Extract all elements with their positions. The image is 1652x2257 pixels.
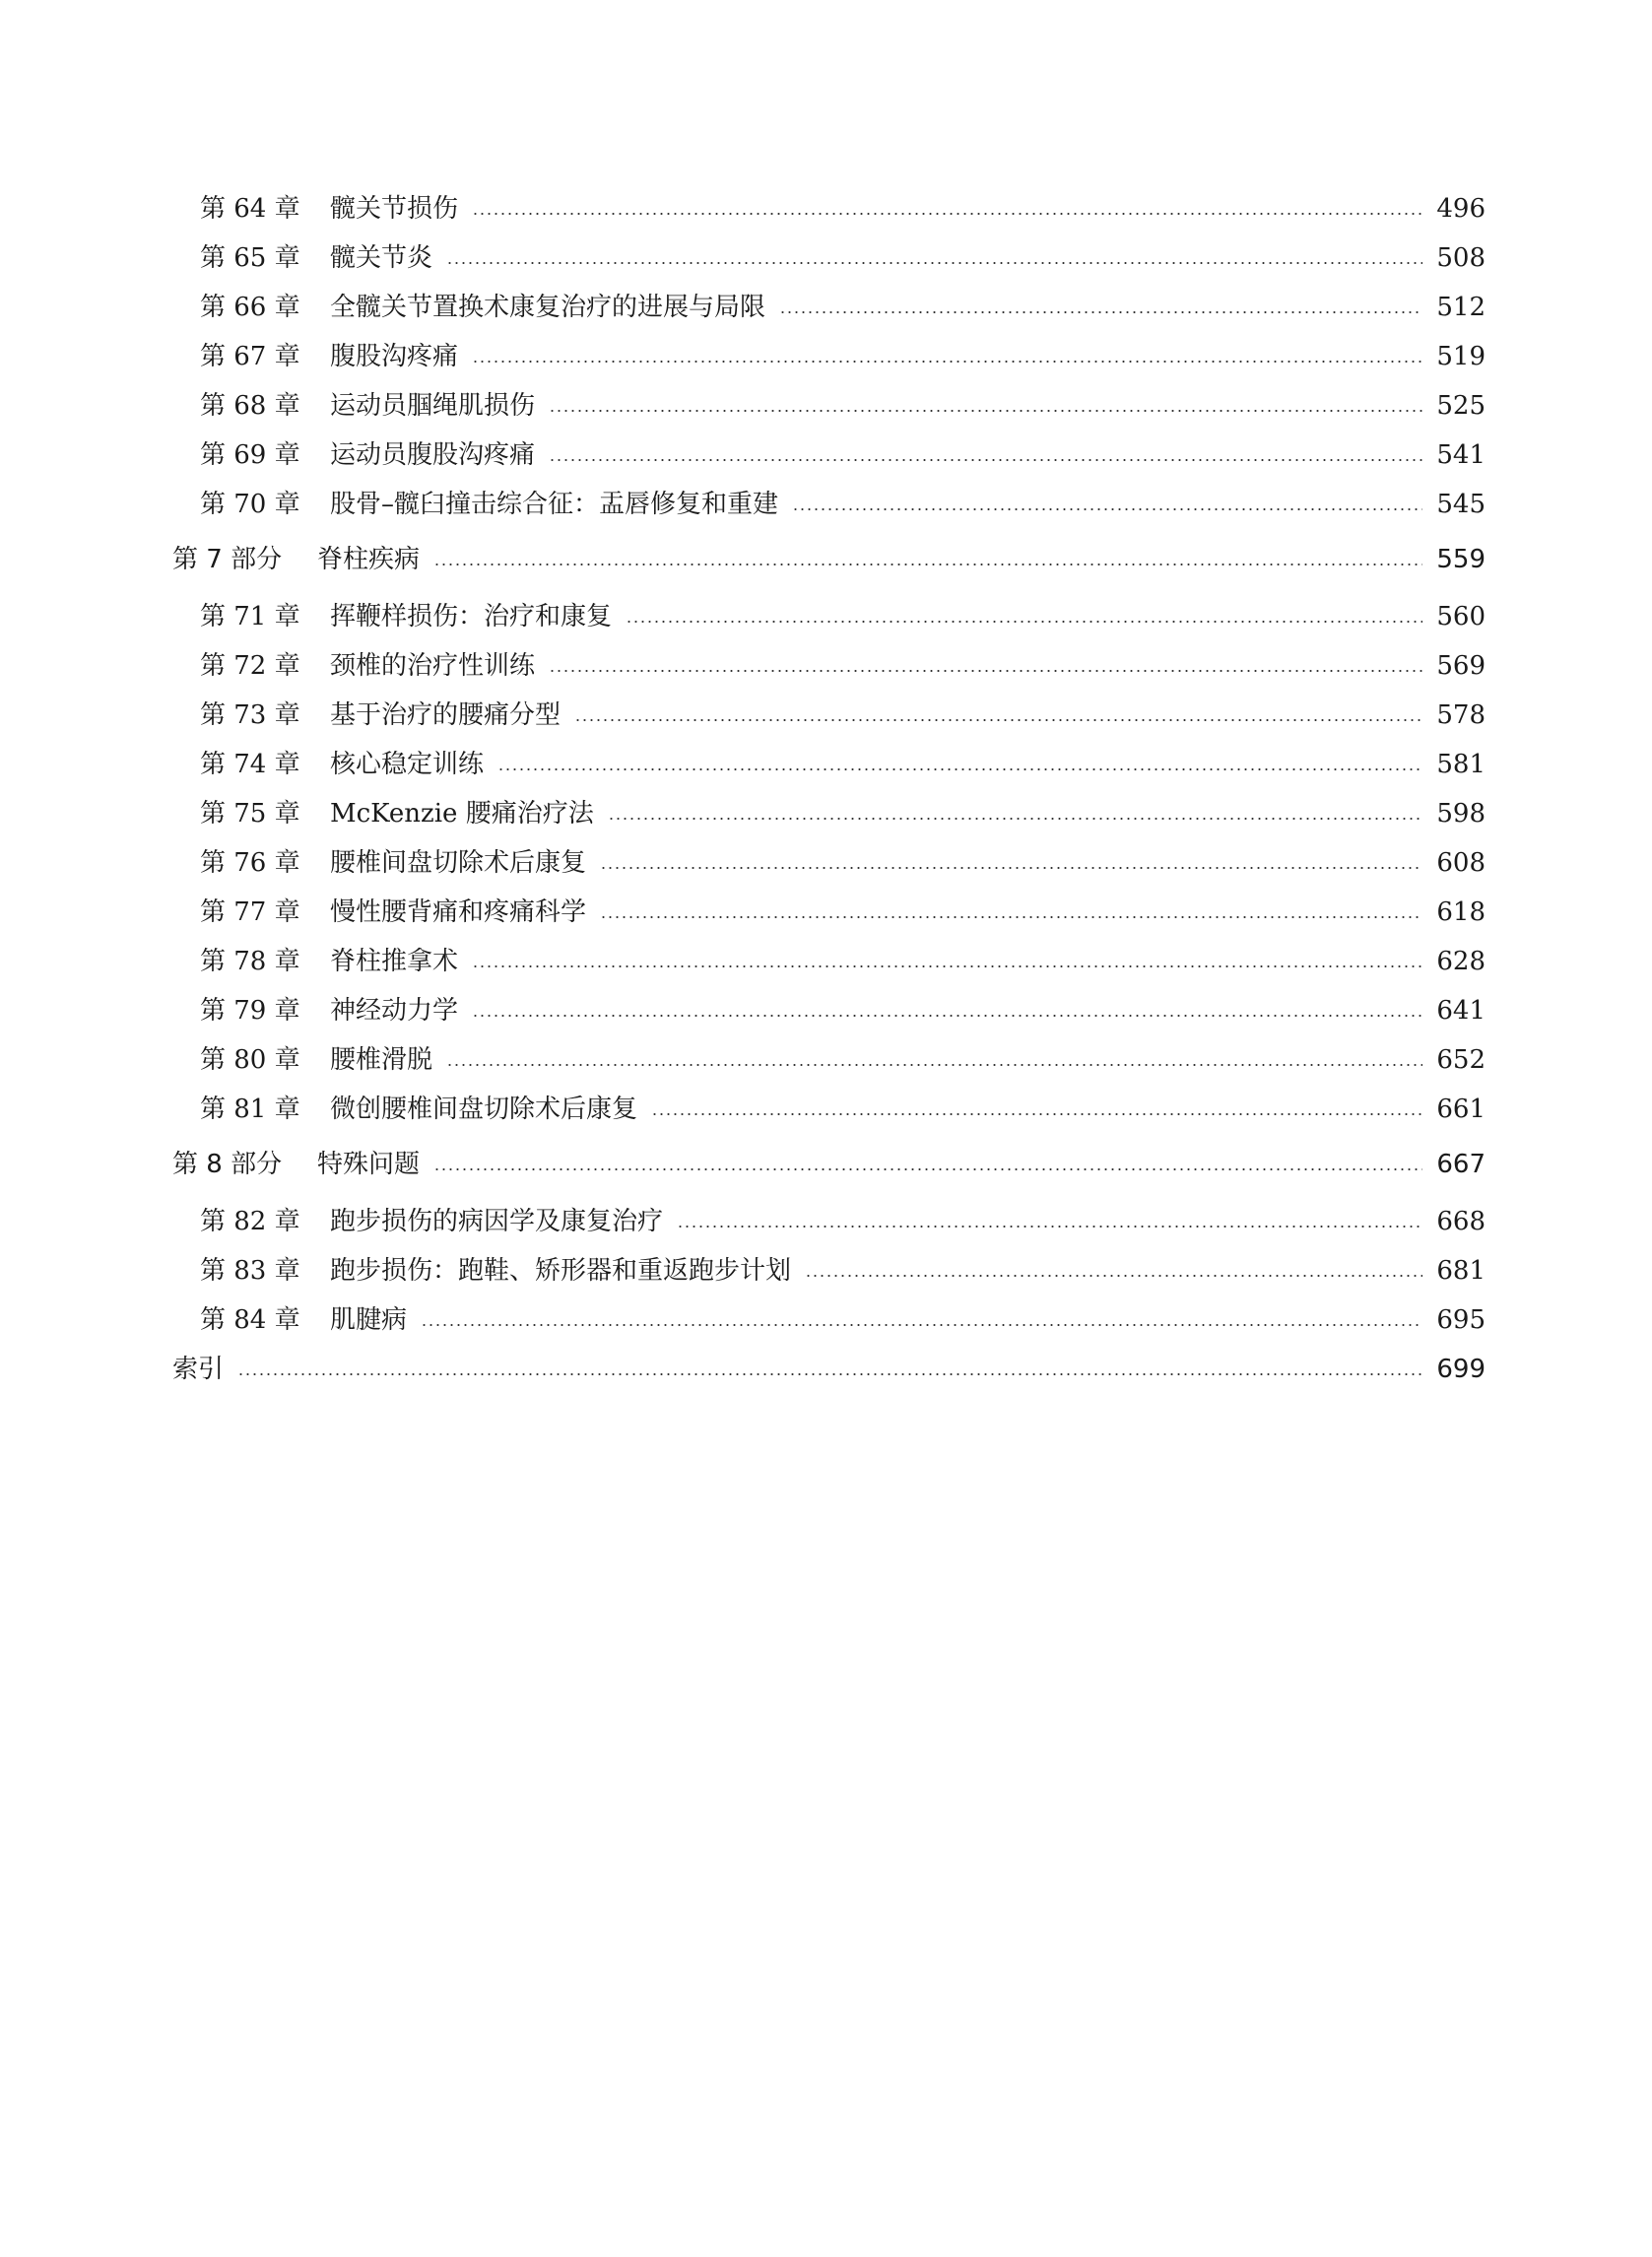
dot-leader	[446, 262, 1422, 264]
dot-leader	[600, 916, 1422, 918]
chapter-title: 腰椎间盘切除术后康复	[330, 848, 587, 878]
toc-entry-chapter-80[interactable]	[200, 1038, 1486, 1082]
chapter-number: 第 74 章	[200, 750, 300, 779]
toc-entry-chapter-79[interactable]	[200, 989, 1486, 1032]
chapter-title: 髋关节损伤	[330, 194, 459, 224]
chapter-number: 第 76 章	[200, 848, 300, 878]
chapter-title: 核心稳定训练	[330, 750, 485, 779]
toc-entry-chapter-75[interactable]	[200, 792, 1486, 835]
page-number: 618	[1436, 897, 1486, 927]
index-title: 索引	[172, 1355, 225, 1384]
toc-entry-chapter-71[interactable]	[200, 595, 1486, 638]
chapter-number: 第 69 章	[200, 440, 300, 470]
chapter-number: 第 70 章	[200, 490, 300, 519]
part-number: 第 7 部分	[172, 545, 283, 574]
chapter-title: 挥鞭样损伤：治疗和康复	[330, 602, 613, 631]
chapter-number: 第 65 章	[200, 243, 300, 273]
page-number: 581	[1436, 750, 1486, 779]
page-number: 560	[1436, 602, 1486, 631]
chapter-number: 第 77 章	[200, 897, 300, 927]
chapter-title: 跑步损伤：跑鞋、矫形器和重返跑步计划	[330, 1256, 792, 1286]
chapter-title: 慢性腰背痛和疼痛科学	[330, 897, 587, 927]
page-number: 569	[1436, 651, 1486, 681]
toc-entry-chapter-67[interactable]	[200, 335, 1486, 378]
chapter-title: 微创腰椎间盘切除术后康复	[330, 1095, 638, 1124]
part-number: 第 8 部分	[172, 1150, 283, 1179]
dot-leader	[805, 1275, 1422, 1277]
page-number: 661	[1436, 1095, 1486, 1124]
toc-entry-chapter-73[interactable]	[200, 694, 1486, 737]
chapter-number: 第 78 章	[200, 947, 300, 976]
page-number: 598	[1436, 799, 1486, 829]
chapter-title: 跑步损伤的病因学及康复治疗	[330, 1207, 664, 1236]
page-number: 608	[1436, 848, 1486, 878]
toc-entry-index[interactable]	[172, 1348, 1486, 1391]
toc-entry-chapter-65[interactable]	[200, 236, 1486, 280]
toc-entry-chapter-82[interactable]	[200, 1200, 1486, 1243]
dot-leader	[472, 213, 1422, 215]
chapter-title: 脊柱推拿术	[330, 947, 459, 976]
page-number: 525	[1436, 391, 1486, 421]
page-number: 512	[1436, 293, 1486, 322]
toc-entry-chapter-76[interactable]	[200, 841, 1486, 885]
dot-leader	[472, 965, 1422, 967]
chapter-number: 第 73 章	[200, 700, 300, 730]
chapter-title: 股骨–髋臼撞击综合征：盂唇修复和重建	[330, 490, 779, 519]
chapter-title: 髋关节炎	[330, 243, 433, 273]
dot-leader	[779, 311, 1422, 313]
dot-leader	[600, 867, 1422, 869]
chapter-number: 第 72 章	[200, 651, 300, 681]
chapter-title: 腹股沟疼痛	[330, 342, 459, 371]
chapter-number: 第 67 章	[200, 342, 300, 371]
dot-leader	[792, 508, 1422, 510]
chapter-title: 腰椎滑脱	[330, 1045, 433, 1075]
toc-entry-chapter-74[interactable]	[200, 743, 1486, 786]
page-number: 681	[1436, 1256, 1486, 1286]
page-number: 559	[1436, 545, 1486, 574]
page-number: 667	[1436, 1150, 1486, 1179]
page-number: 508	[1436, 243, 1486, 273]
toc-entry-chapter-81[interactable]	[200, 1088, 1486, 1131]
page-number: 578	[1436, 700, 1486, 730]
dot-leader	[446, 1064, 1422, 1066]
toc-entry-chapter-78[interactable]	[200, 940, 1486, 983]
page-number: 641	[1436, 996, 1486, 1026]
page-number: 695	[1436, 1305, 1486, 1335]
chapter-title: 运动员腘绳肌损伤	[330, 391, 536, 421]
chapter-title: 基于治疗的腰痛分型	[330, 700, 562, 730]
page-number: 545	[1436, 490, 1486, 519]
part-title: 特殊问题	[317, 1150, 421, 1179]
dot-leader	[549, 459, 1422, 461]
toc-entry-chapter-84[interactable]	[200, 1298, 1486, 1342]
page-number: 668	[1436, 1207, 1486, 1236]
page-number: 519	[1436, 342, 1486, 371]
dot-leader	[497, 768, 1422, 770]
chapter-number: 第 68 章	[200, 391, 300, 421]
chapter-title: 神经动力学	[330, 996, 459, 1026]
toc-entry-chapter-68[interactable]	[200, 384, 1486, 428]
page-number: 496	[1436, 194, 1486, 224]
chapter-title: 肌腱病	[330, 1305, 408, 1335]
chapter-number: 第 81 章	[200, 1095, 300, 1124]
dot-leader	[677, 1226, 1422, 1228]
page-number: 699	[1436, 1355, 1486, 1384]
toc-entry-chapter-69[interactable]	[200, 433, 1486, 477]
chapter-title: 全髋关节置换术康复治疗的进展与局限	[330, 293, 766, 322]
chapter-title: 运动员腹股沟疼痛	[330, 440, 536, 470]
chapter-number: 第 80 章	[200, 1045, 300, 1075]
dot-leader	[421, 1324, 1422, 1326]
toc-entry-chapter-83[interactable]	[200, 1249, 1486, 1293]
chapter-number: 第 82 章	[200, 1207, 300, 1236]
chapter-number: 第 84 章	[200, 1305, 300, 1335]
dot-leader	[608, 818, 1423, 820]
chapter-title: McKenzie 腰痛治疗法	[330, 799, 594, 829]
dot-leader	[472, 1015, 1422, 1017]
page-number: 541	[1436, 440, 1486, 470]
part-title: 脊柱疾病	[317, 545, 421, 574]
dot-leader	[237, 1373, 1422, 1375]
chapter-number: 第 79 章	[200, 996, 300, 1026]
page-number: 628	[1436, 947, 1486, 976]
toc-entry-chapter-77[interactable]	[200, 891, 1486, 934]
toc-entry-chapter-72[interactable]	[200, 644, 1486, 688]
dot-leader	[433, 564, 1422, 565]
chapter-number: 第 64 章	[200, 194, 300, 224]
dot-leader	[549, 410, 1422, 412]
dot-leader	[626, 621, 1422, 623]
dot-leader	[433, 1168, 1422, 1170]
dot-leader	[472, 361, 1422, 363]
toc-entry-part-7[interactable]	[172, 538, 1486, 581]
chapter-number: 第 66 章	[200, 293, 300, 322]
dot-leader	[574, 719, 1422, 721]
toc-entry-chapter-64[interactable]	[200, 187, 1486, 231]
chapter-number: 第 75 章	[200, 799, 300, 829]
dot-leader	[549, 670, 1422, 672]
toc-entry-chapter-66[interactable]	[200, 286, 1486, 329]
chapter-title: 颈椎的治疗性训练	[330, 651, 536, 681]
dot-leader	[651, 1113, 1422, 1115]
toc-entry-part-8[interactable]	[172, 1143, 1486, 1186]
toc-entry-chapter-70[interactable]	[200, 483, 1486, 526]
chapter-number: 第 83 章	[200, 1256, 300, 1286]
chapter-number: 第 71 章	[200, 602, 300, 631]
page-number: 652	[1436, 1045, 1486, 1075]
